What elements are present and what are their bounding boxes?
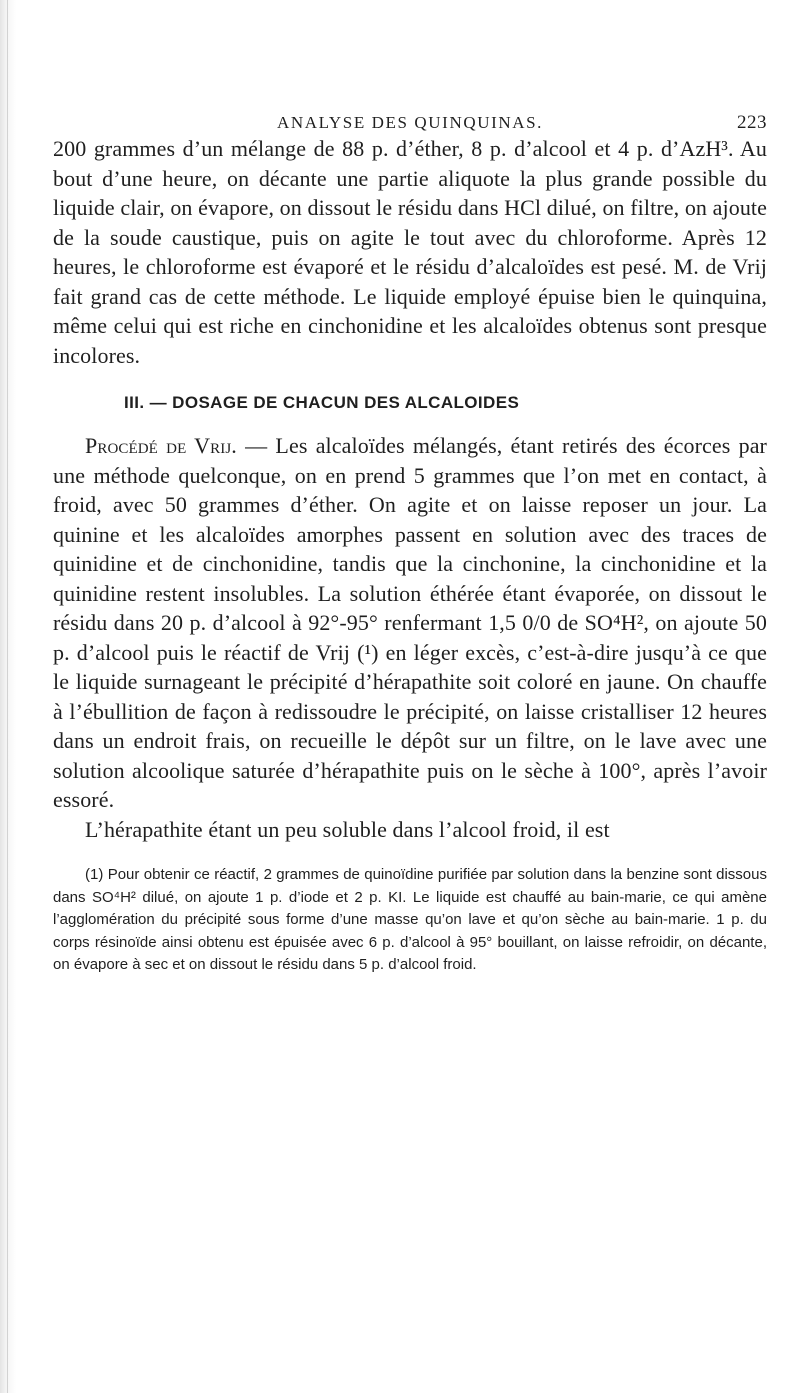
book-spine-shadow [0, 0, 16, 1393]
procedure-label: Procédé de Vrij. [85, 433, 237, 458]
footnote: (1) Pour obtenir ce réactif, 2 grammes de quinoïdine purifiée par solution dans la benzine sont dissous dans SO⁴H² dilué, on ajoute 1 p. d’iode et 2 p. KI. Le liquide est chauffé au bain-marie, ce qui amène l’agglomération du précipité sous forme d’une masse qu’on lave et qu’on sèche au bain-marie. 1 p. du corps résinoïde ainsi obtenu est épuisée avec 6 p. d’alcool à 95° bouillant, on laisse refroidir, on décante, on évapore à sec et on dissout le résidu dans 5 p. d’alcool froid. [53, 866, 767, 974]
procedure-paragraph [53, 431, 767, 815]
page-number: 223 [737, 112, 767, 133]
closing-paragraph: L’hérapathite étant un peu soluble dans l’alcool froid, il est [85, 816, 610, 842]
book-page [53, 98, 767, 977]
section-heading: III. — DOSAGE DE CHACUN DES ALCALOIDES [124, 393, 520, 412]
running-head [53, 98, 767, 134]
page-gutter-line [7, 0, 8, 1393]
procedure-text: — Les alcaloïdes mélangés, étant retirés des écorces par une méthode quelconque, on en prend 5 grammes que l’on met en contact, à froid, avec 50 grammes d’éther. On agite et on laisse reposer un jour. La quinine et les alcaloïdes amorphes passent en solution avec des traces de quinidine et de cinchonidine, tandis que la cinchonine, la cinchonidine et la quinidine restent insolubles. La solution éthérée étant évaporée, on dissout le résidu dans 20 p. d’alcool à 92°-95° renfermant 1,5 0/0 de SO⁴H², on ajoute 50 p. d’alcool puis le réactif de Vrij (¹) en léger excès, c’est-à-dire jusqu’à ce que le liquide surnageant le précipité d’hérapathite soit coloré en jaune. On chauffe à l’ébullition de façon à redissoudre le précipité, on laisse cristalliser 12 heures dans un endroit frais, on recueille le dépôt sur un filtre, on le lave avec une solution alcoolique saturée d’hérapathite puis on le sèche à 100°, après l’avoir essoré. [53, 433, 767, 812]
running-title: ANALYSE DES QUINQUINAS. [276, 113, 543, 132]
intro-paragraph: 200 grammes d’un mélange de 88 p. d’éther, 8 p. d’alcool et 4 p. d’AzH³. Au bout d’une heure, on décante une partie aliquote la plus grande possible du liquide clair, on évapore, on dissout le résidu dans HCl dilué, on filtre, on ajoute de la soude caustique, puis on agite le tout avec du chloroforme. Après 12 heures, le chloroforme est évaporé et le résidu d’alcaloïdes est pesé. M. de Vrij fait grand cas de cette méthode. Le liquide employé épuise bien le quinquina, même celui qui est riche en cinchonidine et les alcaloïdes obtenus sont presque incolores. [53, 136, 767, 368]
